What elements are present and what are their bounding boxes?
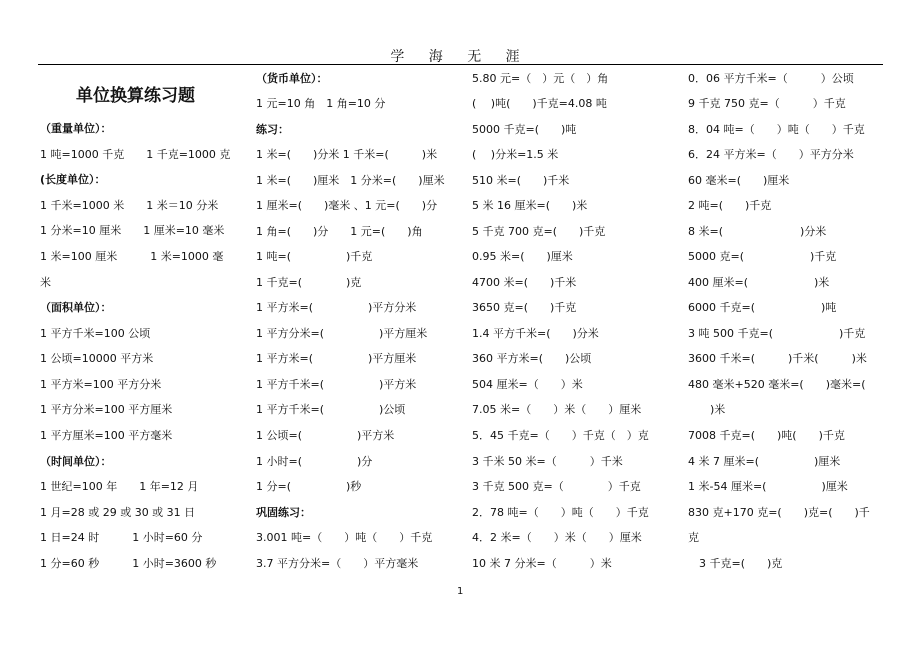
- exercise-line: 3.001 吨=（ ）吨（ ）千克: [256, 531, 433, 544]
- worksheet-title: 单位换算练习题: [76, 86, 195, 106]
- exercise-line: 3 吨 500 千克=( )千克: [688, 327, 866, 340]
- exercise-line: 4 米 7 厘米=( )厘米: [688, 455, 841, 468]
- exercise-line: 8．04 吨=（ ）吨（ ）千克: [688, 123, 865, 136]
- exercise-line: 400 厘米=( )米: [688, 276, 830, 289]
- text-line: 1 日=24 时 1 小时=60 分: [40, 531, 203, 544]
- section-heading-currency: （货币单位）：: [256, 72, 328, 85]
- exercise-line: ( )吨( )千克=4.08 吨: [472, 97, 607, 110]
- exercise-line: 0．06 平方千米=（ ）公顷: [688, 72, 854, 85]
- exercise-line: 5．45 千克=（ ）千克（ ）克: [472, 429, 649, 442]
- text-line: 1 分米=10 厘米 1 厘米=10 毫米: [40, 224, 225, 237]
- exercise-line: 3 千克 500 克=（ ）千克: [472, 480, 641, 493]
- section-heading-area: （面积单位）：: [40, 301, 112, 314]
- text-line: 1 元=10 角 1 角=10 分: [256, 97, 386, 110]
- exercise-line: 1 平方米=( )平方分米: [256, 301, 417, 314]
- text-line: 米: [40, 276, 51, 289]
- exercise-line: 1 平方分米=( )平方厘米: [256, 327, 428, 340]
- exercise-line: 6000 千克=( )吨: [688, 301, 837, 314]
- section-heading-review: 巩固练习：: [256, 506, 311, 519]
- exercise-line: 830 克+170 克=( )克=( )千: [688, 506, 870, 519]
- exercise-line: 1 平方千米=( )平方米: [256, 378, 417, 391]
- exercise-line: 360 平方米=( )公顷: [472, 352, 592, 365]
- section-heading-time: （时间单位）：: [40, 455, 112, 468]
- text-line: 1 月=28 或 29 或 30 或 31 日: [40, 506, 196, 519]
- exercise-line: 3.7 平方分米=（ ）平方毫米: [256, 557, 419, 570]
- text-line: 1 平方千米=100 公顷: [40, 327, 151, 340]
- exercise-line: 1 分=( )秒: [256, 480, 362, 493]
- section-heading-practice: 练习：: [256, 123, 289, 136]
- text-line: 1 平方分米=100 平方厘米: [40, 403, 173, 416]
- exercise-line: 7.05 米=（ ）米（ ）厘米: [472, 403, 642, 416]
- exercise-line: 6．24 平方米=（ ）平方分米: [688, 148, 854, 161]
- exercise-line: 4700 米=( )千米: [472, 276, 577, 289]
- exercise-line: 克: [688, 531, 699, 544]
- exercise-line: 504 厘米=（ ）米: [472, 378, 583, 391]
- exercise-line: 3600 千米=( )千米( )米: [688, 352, 867, 365]
- exercise-line: 7008 千克=( )吨( )千克: [688, 429, 845, 442]
- text-line: 1 世纪=100 年 1 年=12 月: [40, 480, 199, 493]
- text-line: 1 吨=1000 千克 1 千克=1000 克: [40, 148, 231, 161]
- exercise-line: 9 千克 750 克=（ ）千克: [688, 97, 846, 110]
- exercise-line: 480 毫米+520 毫米=( )毫米=(: [688, 378, 866, 391]
- exercise-line: 8 米=( )分米: [688, 225, 827, 238]
- exercise-line: 2 吨=( )千克: [688, 199, 772, 212]
- exercise-line: 3 千克=( )克: [688, 557, 783, 570]
- exercise-line: 5.80 元=（ ）元（ ）角: [472, 72, 609, 85]
- text-line: 1 平方厘米=100 平方毫米: [40, 429, 173, 442]
- exercise-line: 5000 千克=( )吨: [472, 123, 577, 136]
- exercise-line: 1 小时=( )分: [256, 455, 373, 468]
- page-number: 1: [457, 586, 464, 597]
- exercise-line: 0.95 米=( )厘米: [472, 250, 573, 263]
- exercise-line: 510 米=( )千米: [472, 174, 570, 187]
- exercise-line: 1 米=( )厘米 1 分米=( )厘米: [256, 174, 445, 187]
- exercise-line: 1.4 平方千米=( )分米: [472, 327, 599, 340]
- text-line: 1 千米=1000 米 1 米＝10 分米: [40, 199, 219, 212]
- page-header: 学 海 无 涯: [390, 49, 530, 65]
- exercise-line: 10 米 7 分米=（ ）米: [472, 557, 612, 570]
- exercise-line: )米: [688, 403, 726, 416]
- exercise-line: 60 毫米=( )厘米: [688, 174, 790, 187]
- exercise-line: 1 厘米=( )毫米 、1 元=( )分: [256, 199, 438, 212]
- exercise-line: 3 千米 50 米=（ ）千米: [472, 455, 623, 468]
- exercise-line: 5000 克=( )千克: [688, 250, 837, 263]
- text-line: 1 米=100 厘米 1 米=1000 毫: [40, 250, 224, 263]
- exercise-line: 1 平方千米=( )公顷: [256, 403, 406, 416]
- exercise-line: 4．2 米=（ ）米（ ）厘米: [472, 531, 642, 544]
- exercise-line: 3650 克=( )千克: [472, 301, 577, 314]
- text-line: 1 公顷=10000 平方米: [40, 352, 154, 365]
- exercise-line: 1 千克=( )克: [256, 276, 362, 289]
- exercise-line: ( )分米=1.5 米: [472, 148, 559, 161]
- header-rule: [38, 64, 883, 65]
- text-line: 1 分=60 秒 1 小时=3600 秒: [40, 557, 217, 570]
- exercise-line: 1 米-54 厘米=( )厘米: [688, 480, 848, 493]
- exercise-line: 1 米=( )分米 1 千米=( )米: [256, 148, 438, 161]
- section-heading-length: (长度单位）：: [40, 173, 106, 186]
- exercise-line: 5 千克 700 克=( )千克: [472, 225, 606, 238]
- exercise-line: 1 角=( )分 1 元=( )角: [256, 225, 423, 238]
- exercise-line: 1 公顷=( )平方米: [256, 429, 395, 442]
- exercise-line: 1 吨=( )千克: [256, 250, 373, 263]
- section-heading-weight: （重量单位）：: [40, 122, 112, 135]
- text-line: 1 平方米=100 平方分米: [40, 378, 162, 391]
- exercise-line: 2．78 吨=（ ）吨（ ）千克: [472, 506, 649, 519]
- exercise-line: 1 平方米=( )平方厘米: [256, 352, 417, 365]
- exercise-line: 5 米 16 厘米=( )米: [472, 199, 588, 212]
